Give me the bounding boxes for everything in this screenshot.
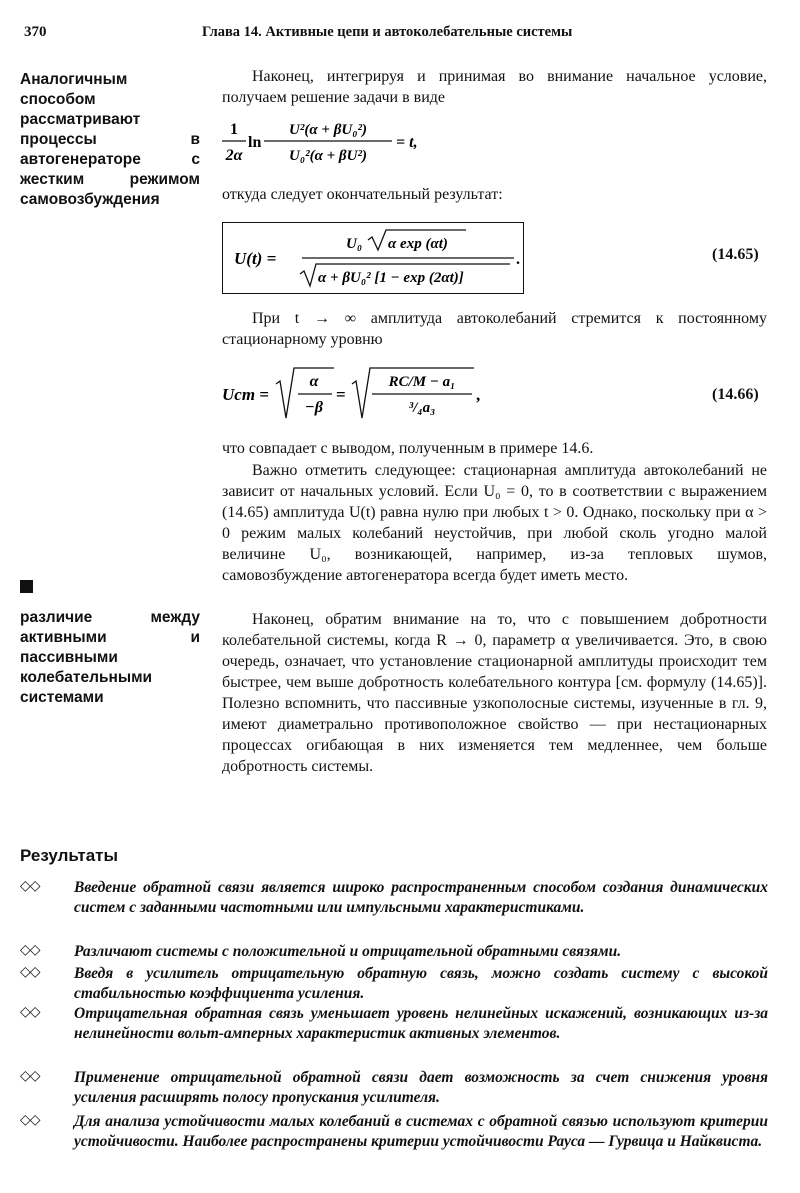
eq1-rhs: = t, [396, 134, 418, 151]
eq65-tail: . [516, 251, 520, 268]
eq66-lhs: Uст = [222, 385, 269, 404]
paragraph-quality-factor: Наконец, обратим внимание на то, что с повышением добротности колебательной системы, когда R → 0, параметр α увеличивается. Это, в свою очередь, означает, что установление стационарной амплитуды происходит тем быстрее, чем выше добротность колебательного контура [см. формулу (14.65)]. Полезно вспомнить, что пассивные узкополосные системы, изученные в гл. 9, имеют диаметрально противоположное свойство — при нестационарных процессах огибающая в них изменяется тем медленнее, чем больше добротность системы. [222, 611, 767, 775]
eq1-coef-den: 2α [225, 147, 243, 164]
margin-marker-square [20, 580, 33, 593]
diamond-bullet-icon: ◇◇ [20, 942, 40, 958]
diamond-bullet-icon: ◇◇ [20, 964, 40, 980]
eq66-eq: = [336, 385, 346, 404]
diamond-bullet-icon: ◇◇ [20, 1004, 40, 1020]
margin-note-hard-excitation: Аналогичным способом рассматривают процессы в автогенераторе с жестким режимом самовозбуждения [20, 71, 200, 208]
equation-number-14-66: (14.66) [712, 386, 759, 403]
running-head: Глава 14. Активные цепи и автоколебательные системы [202, 24, 573, 40]
diamond-bullet-icon: ◇◇ [20, 878, 40, 894]
equation-14-65 [226, 224, 526, 292]
equation-14-66 [222, 364, 522, 426]
eq1-den: U₀²(α + βU²) [289, 148, 367, 164]
eq66-tail: , [476, 385, 481, 404]
diamond-bullet-icon: ◇◇ [20, 1068, 40, 1084]
equation-number-14-65: (14.65) [712, 246, 759, 263]
eq66-f2-num: RC/M − a₁ [388, 374, 456, 390]
paragraph-example: что совпадает с выводом, полученным в примере 14.6. [222, 440, 594, 457]
eq1-num: U²(α + βU₀²) [289, 122, 367, 138]
eq66-f2-den: ³/₄a₃ [408, 400, 436, 416]
result-text: Введение обратной связи является широко распространенным способом создания динамических систем с заданными частотными или импульсными характеристиками. [74, 879, 768, 916]
eq66-f1-num: α [309, 373, 319, 390]
eq1-coef-num: 1 [230, 121, 238, 138]
page-number: 370 [24, 24, 47, 40]
paragraph-stationary-amplitude: Важно отметить следующее: стационарная амплитуда автоколебаний не зависит от начальных условий. Если U₀ = 0, то в соответствии с выражением (14.65) амплитуда U(t) равна нулю при любых t > 0. Однако, поскольку при α > 0 режим малых колебаний неустойчив, при любой сколь угодно малой величине U₀, возникающей, например, из-за тепловых шумов, самовозбуждение автогенератора всегда будет иметь место. [222, 462, 767, 584]
diamond-bullet-icon: ◇◇ [20, 1112, 40, 1128]
eq65-num-rad: α exp (αt) [388, 236, 448, 252]
margin-note-active-passive: различие между активными и пассивными колебательными системами [20, 609, 200, 706]
result-text: Для анализа устойчивости малых колебаний в системах с обратной связью используют критерии устойчивости. Наиболее распространены критерии устойчивости Рауса — Гурвица и Найквиста. [74, 1113, 768, 1150]
result-text: Введя в усилитель отрицательную обратную связь, можно создать систему с высокой стабильностью коэффициента усиления. [74, 965, 768, 1002]
eq65-den-rad: α + βU₀² [1 − exp (2αt)] [318, 270, 464, 286]
result-text: Применение отрицательной обратной связи дает возможность за счет снижения уровня усиления расширять полосу пропускания усилителя. [74, 1069, 768, 1106]
eq1-ln: ln [248, 134, 262, 151]
paragraph-integration: Наконец, интегрируя и принимая во внимание начальное условие, получаем решение задачи в виде [222, 68, 767, 106]
eq66-f1-den: −β [305, 399, 323, 416]
result-text: Различают системы с положительной и отрицательной обратными связями. [74, 943, 622, 960]
paragraph-infinity: При t → ∞ амплитуда автоколебаний стремится к постоянному стационарному уровню [222, 310, 767, 348]
eq65-num-coef: U₀ [346, 236, 363, 252]
results-heading: Результаты [20, 846, 119, 865]
paragraph-result: откуда следует окончательный результат: [222, 186, 503, 203]
eq65-lhs: U(t) = [234, 249, 277, 268]
equation-solution [222, 114, 482, 168]
result-text: Отрицательная обратная связь уменьшает уровень нелинейных искажений, возникающих из-за нелинейности вольт-амперных характеристик активных элементов. [74, 1005, 768, 1042]
